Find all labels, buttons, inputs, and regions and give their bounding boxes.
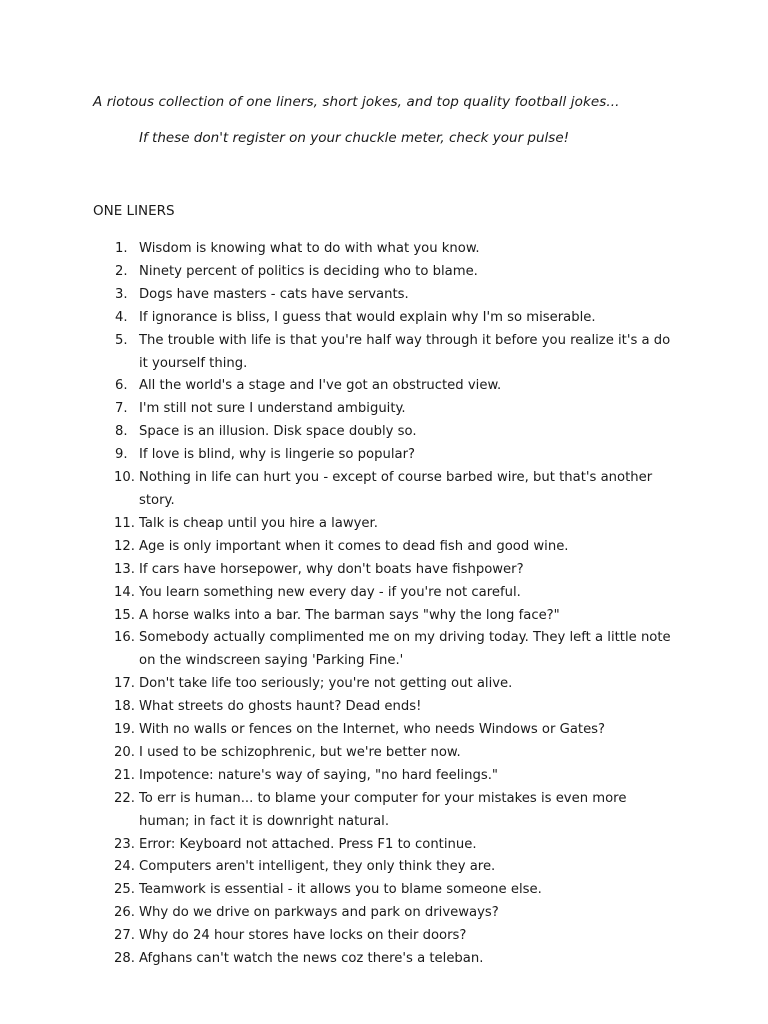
list-item (0, 444, 768, 467)
item-text: A horse walks into a bar. The barman says "why the long face?" (139, 607, 560, 623)
item-text: Don't take life too seriously; you're not getting out alive. (139, 676, 513, 692)
list-item (0, 879, 768, 902)
list-item (0, 284, 768, 307)
item-text: Afghans can't watch the news coz there's a teleban. (139, 951, 484, 967)
item-text: If ignorance is bliss, I guess that would explain why I'm so miserable. (139, 309, 596, 325)
item-number: 12. (114, 538, 135, 554)
list-item (0, 536, 768, 559)
list-item (0, 696, 768, 719)
item-text: Space is an illusion. Disk space doubly so. (139, 424, 417, 440)
list-item (0, 307, 768, 330)
item-text: I'm still not sure I understand ambiguity. (139, 401, 406, 417)
item-number: 24. (114, 859, 135, 875)
list-item (0, 948, 768, 971)
item-number: 20. (114, 744, 135, 760)
item-text: All the world's a stage and I've got an obstructed view. (139, 378, 502, 394)
item-number: 6. (115, 378, 128, 394)
item-number: 7. (115, 401, 128, 417)
list-item (0, 467, 768, 513)
item-text: You learn something new every day - if you're not careful. (139, 584, 521, 600)
item-number: 4. (115, 309, 128, 325)
list-item (0, 513, 768, 536)
list-item (0, 765, 768, 788)
list-item (0, 261, 768, 284)
item-text: Talk is cheap until you hire a lawyer. (139, 515, 378, 531)
list-item (0, 673, 768, 696)
list-item (0, 330, 768, 376)
list-item (0, 238, 768, 261)
item-number: 15. (114, 607, 135, 623)
item-text: Age is only important when it comes to dead fish and good wine. (139, 538, 569, 554)
list-item (0, 719, 768, 742)
item-number: 14. (114, 584, 135, 600)
item-number: 19. (114, 722, 135, 738)
item-number: 18. (114, 699, 135, 715)
item-number: 1. (115, 241, 128, 256)
item-text: What streets do ghosts haunt? Dead ends! (139, 699, 422, 715)
item-text: Dogs have masters - cats have servants. (139, 286, 409, 302)
item-text: Computers aren't intelligent, they only think they are. (139, 859, 496, 875)
item-text: I used to be schizophrenic, but we're better now. (139, 744, 461, 760)
item-number: 10. (114, 470, 135, 486)
list-item (0, 925, 768, 948)
item-text: Why do we drive on parkways and park on driveways? (139, 905, 499, 921)
list-item (0, 627, 768, 673)
item-text: If love is blind, why is lingerie so popular? (139, 447, 415, 463)
item-text: Impotence: nature's way of saying, "no hard feelings." (139, 767, 498, 783)
list-item (0, 856, 768, 879)
item-text: Ninety percent of politics is deciding who to blame. (139, 263, 478, 279)
item-number: 26. (114, 905, 135, 921)
list-item (0, 375, 768, 398)
item-text: Nothing in life can hurt you - except of course barbed wire, but that's another story. (139, 470, 653, 508)
item-text: Teamwork is essential - it allows you to blame someone else. (139, 882, 542, 898)
item-text: Wisdom is knowing what to do with what you know. (139, 241, 480, 256)
list-item (0, 559, 768, 582)
list-item (0, 742, 768, 765)
list-item (0, 834, 768, 857)
item-number: 16. (114, 630, 135, 646)
item-text: Why do 24 hour stores have locks on their doors? (139, 928, 467, 944)
item-text: The trouble with life is that you're half way through it before you realize it's a do it yourself thing. (139, 332, 671, 371)
item-text: Somebody actually complimented me on my driving today. They left a little note on the windscreen saying 'Parking Fine.' (139, 630, 671, 669)
item-text: To err is human... to blame your computer for your mistakes is even more human; in fact it is downright natural. (139, 790, 627, 829)
item-number: 17. (114, 676, 135, 692)
item-number: 28. (114, 951, 135, 967)
list-item (0, 421, 768, 444)
item-text: If cars have horsepower, why don't boats have fishpower? (139, 561, 524, 577)
item-number: 22. (114, 790, 135, 806)
one-liners-list (0, 238, 768, 971)
list-item (0, 398, 768, 421)
item-number: 23. (114, 836, 135, 852)
list-item (0, 605, 768, 628)
tagline-text: If these don't register on your chuckle meter, check your pulse! (139, 130, 570, 146)
list-item (0, 582, 768, 605)
section-heading: ONE LINERS (93, 203, 175, 219)
item-text: With no walls or fences on the Internet, who needs Windows or Gates? (139, 722, 606, 738)
item-number: 2. (115, 263, 128, 279)
list-item (0, 788, 768, 834)
item-number: 25. (114, 882, 135, 898)
item-number: 8. (115, 424, 128, 440)
item-number: 9. (115, 447, 128, 463)
item-number: 5. (115, 332, 128, 348)
item-number: 3. (115, 286, 128, 302)
item-number: 13. (114, 561, 135, 577)
item-number: 11. (114, 515, 135, 531)
item-text: Error: Keyboard not attached. Press F1 to continue. (139, 836, 477, 852)
list-item (0, 902, 768, 925)
intro-text: A riotous collection of one liners, short jokes, and top quality football jokes... (93, 94, 620, 110)
item-number: 27. (114, 928, 135, 944)
item-number: 21. (114, 767, 135, 783)
